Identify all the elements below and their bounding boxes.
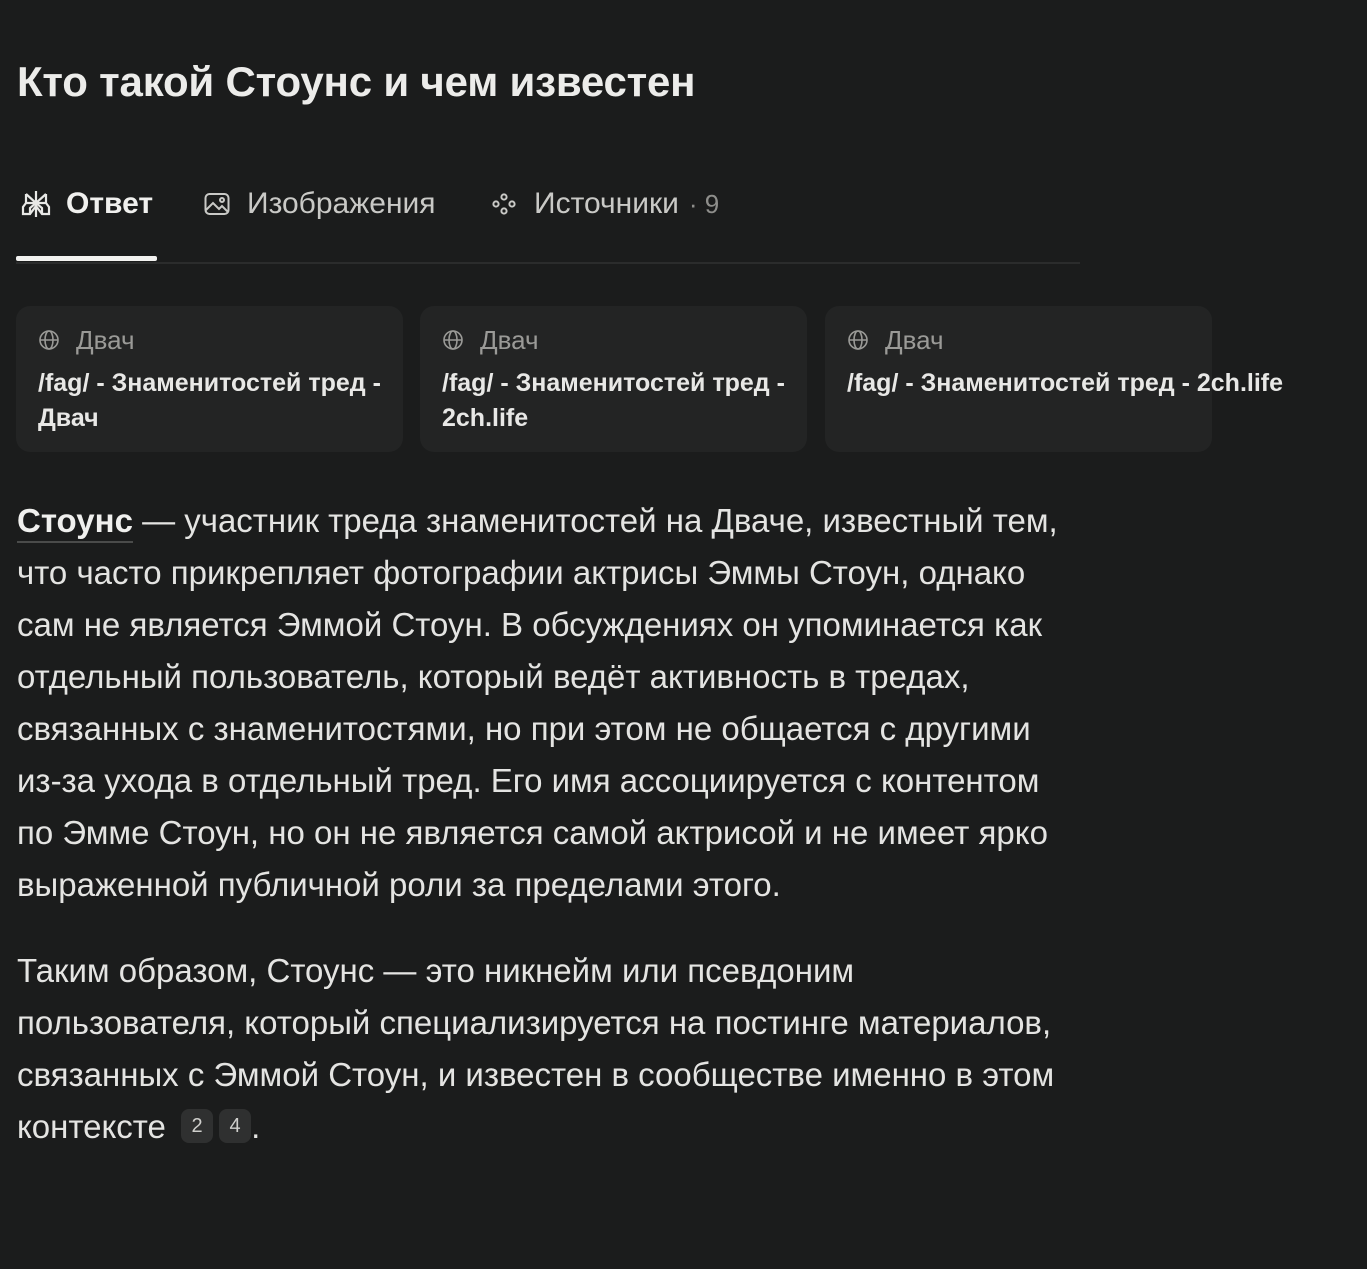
source-site: Двач (480, 324, 539, 355)
globe-icon (38, 329, 60, 351)
tab-sources-label: Источники (534, 187, 679, 220)
answer-term-link[interactable]: Стоунс (17, 502, 133, 543)
tab-images[interactable] (201, 176, 436, 232)
answer-paragraph (17, 495, 1067, 911)
tab-images-label: Изображения (247, 187, 436, 220)
perplexity-logo-icon (20, 188, 52, 220)
globe-icon (442, 329, 464, 351)
image-icon (201, 188, 233, 220)
source-title: /fag/ - Знаменитостей тред - 2ch.life (442, 369, 785, 432)
tab-sources[interactable] (488, 176, 719, 232)
sources-count: · 9 (688, 188, 720, 219)
tab-answer-label: Ответ (66, 187, 154, 220)
answer-body (17, 495, 1067, 1153)
sources-icon (488, 188, 520, 220)
answer-text: Таким образом, Стоунс — это никнейм или псевдоним пользователя, который специализируется на постинге материалов, связанных с Эммой Стоун, и известен в сообществе именно в этом контексте (17, 952, 1055, 1145)
citation-badge[interactable]: 2 (181, 1109, 213, 1143)
result-tabs (16, 176, 1080, 264)
source-site: Двач (885, 324, 944, 355)
citation-badge[interactable]: 4 (219, 1109, 251, 1143)
source-card[interactable] (16, 306, 403, 452)
answer-paragraph (17, 945, 1067, 1153)
answer-text: — участник треда знаменитостей на Дваче, известный тем, что часто прикрепляет фотографии актрисы Эммы Стоун, однако сам не является Эммой Стоун. В обсуждениях он упоминается как отдельный пользователь, который ведёт активность в тредах, связанных с знаменитостями, но при этом не общается с другими из-за ухода в отдельный тред. Его имя ассоциируется с контентом по Эмме Стоун, но он не является самой актрисой и не имеет ярко выраженной публичной роли за пределами этого. (17, 502, 1058, 903)
source-card[interactable] (825, 306, 1284, 452)
source-card[interactable] (420, 306, 807, 452)
source-title: /fag/ - Знаменитостей тред - 2ch.life (847, 369, 1284, 397)
page-title: Кто такой Стоунс и чем известен (17, 58, 696, 105)
source-title: /fag/ - Знаменитостей тред - Двач (38, 369, 381, 432)
answer-end: . (251, 1108, 261, 1145)
globe-icon (847, 329, 869, 351)
source-site: Двач (76, 324, 135, 355)
tab-answer[interactable] (20, 176, 153, 232)
active-tab-indicator (16, 256, 157, 261)
source-cards (16, 306, 1284, 452)
